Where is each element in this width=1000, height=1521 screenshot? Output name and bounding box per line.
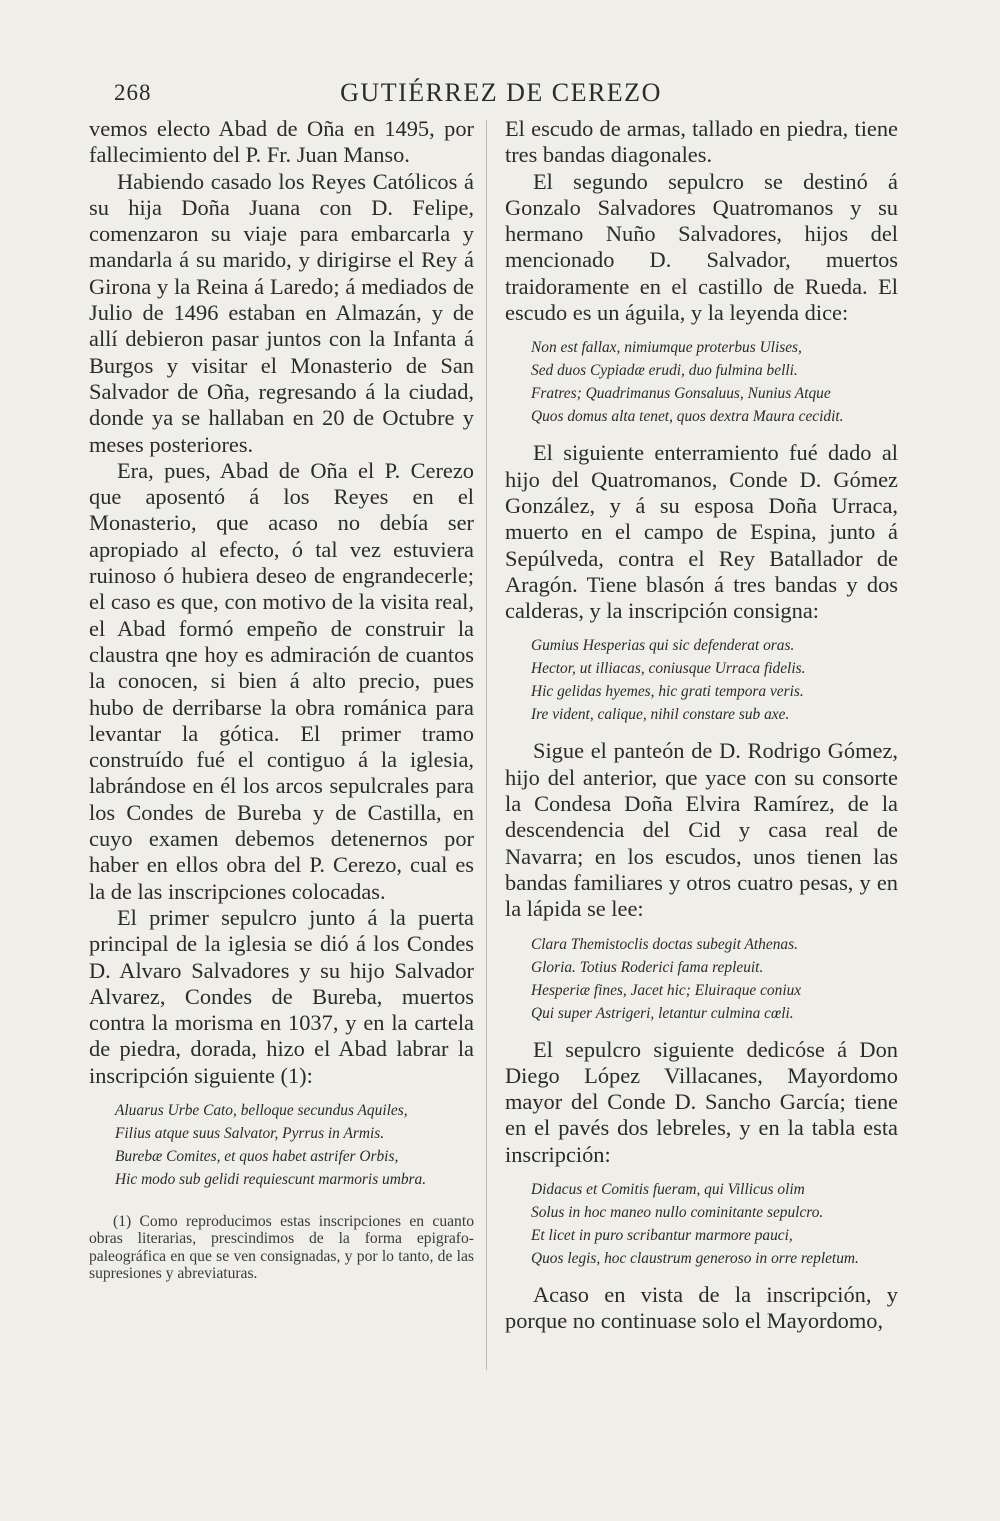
verse-line: Burebæ Comites, et quos habet astrifer Orbis, — [115, 1147, 399, 1165]
verse-line: Quos domus alta tenet, quos dextra Maura cecidit. — [531, 408, 844, 426]
verse-line: Hesperiæ fines, Jacet hic; Eluiraque coniux — [531, 981, 802, 999]
verse-line: Gloria. Totius Roderici fama repleuit. — [531, 958, 764, 976]
verse-line: Et licet in puro scribantur marmore pauci, — [531, 1227, 793, 1245]
latin-inscription — [505, 336, 898, 428]
latin-inscription — [505, 1178, 898, 1270]
verse-line: Non est fallax, nimiumque proterbus Ulises, — [531, 339, 802, 357]
paragraph: Sigue el panteón de D. Rodrigo Gómez, hijo del anterior, que yace con su consorte la Condesa Doña Elvira Ramírez, de la descendencia del Cid y casa real de Navarra; en los escudos, unos tienen las bandas familiares y otros cuatro pesas, y en la lápida se lee: — [505, 738, 898, 922]
verse-line: Hector, ut illiacas, coniusque Urraca fidelis. — [531, 660, 806, 678]
latin-inscription — [505, 634, 898, 726]
paragraph: El segundo sepulcro se destinó á Gonzalo Salvadores Quatromanos y su hermano Nuño Salvadores, hijos del mencionado D. Salvador, muertos traidoramente en el castillo de Rueda. El escudo es un águila, y la leyenda dice: — [505, 168, 898, 326]
paragraph: vemos electo Abad de Oña en 1495, por fallecimiento del P. Fr. Juan Manso. — [89, 116, 474, 168]
paragraph: El primer sepulcro junto á la puerta principal de la iglesia se dió á los Condes D. Alvaro Salvadores y su hijo Salvador Alvarez, Condes de Bureba, muertos contra la morisma en 1037, y en la cartela de piedra, dorada, hizo el Abad labrar la inscripción siguiente (1): — [89, 904, 474, 1088]
verse-line: Sed duos Cypiadæ erudi, duo fulmina belli. — [531, 362, 798, 380]
paragraph: Habiendo casado los Reyes Católicos á su hija Doña Juana con D. Felipe, comenzaron su viaje para embarcarla y mandarla á su marido, y dirigirse el Rey á Girona y la Reina á Laredo; á mediados de Julio de 1496 estaban en Almazán, y de allí debieron pasar juntos con la Infanta á Burgos y visitar el Monasterio de San Salvador de Oña, regresando á la ciudad, donde ya se hallaban en 20 de Octubre y meses posteriores. — [89, 168, 474, 457]
page-header — [112, 78, 890, 112]
verse-line: Filius atque suus Salvator, Pyrrus in Armis. — [115, 1124, 385, 1142]
running-title: GUTIÉRREZ DE CEREZO — [340, 78, 662, 107]
paragraph: El escudo de armas, tallado en piedra, tiene tres bandas diagonales. — [505, 116, 898, 168]
page-number: 268 — [114, 80, 152, 105]
paragraph: El siguiente enterramiento fué dado al hijo del Quatromanos, Conde D. Gómez González, y á su esposa Doña Urraca, muerto en el campo de Espina, junto á Sepúlveda, contra el Rey Batallador de Aragón. Tiene blasón á tres bandas y dos calderas, y la inscripción consigna: — [505, 440, 898, 624]
verse-line: Fratres; Quadrimanus Gonsaluus, Nunius Atque — [531, 385, 831, 403]
verse-line: Hic gelidas hyemes, hic grati tempora veris. — [531, 683, 804, 701]
latin-inscription — [89, 1099, 474, 1191]
verse-line: Aluarus Urbe Cato, belloque secundus Aquiles, — [115, 1101, 408, 1119]
verse-line: Quos legis, hoc claustrum generoso in orre repletum. — [531, 1250, 859, 1268]
left-column — [89, 116, 474, 1299]
footnote: (1) Como reproducimos estas inscripciones en cuanto obras literarias, prescindimos de la forma epigrafo-paleográfica en que se ven consignadas, y por lo tanto, de las supresiones y abreviaturas. — [89, 1212, 474, 1283]
right-column — [505, 116, 898, 1335]
paragraph: Acaso en vista de la inscripción, y porque no continuase solo el Mayordomo, — [505, 1282, 898, 1334]
verse-line: Qui super Astrigeri, letantur culmina cœli. — [531, 1004, 794, 1022]
verse-line: Hic modo sub gelidi requiescunt marmoris umbra. — [115, 1170, 427, 1188]
verse-line: Gumius Hesperias qui sic defenderat oras. — [531, 637, 795, 655]
latin-inscription — [505, 933, 898, 1025]
verse-line: Solus in hoc maneo nullo cominitante sepulcro. — [531, 1204, 824, 1222]
paragraph: El sepulcro siguiente dedicóse á Don Diego López Villacanes, Mayordomo mayor del Conde D. Sancho García; tiene en el pavés dos lebreles, y en la tabla esta inscripción: — [505, 1036, 898, 1167]
verse-line: Ire vident, calique, nihil constare sub axe. — [531, 706, 790, 724]
verse-line: Didacus et Comitis fueram, qui Villicus olim — [531, 1181, 805, 1199]
column-divider — [486, 120, 487, 1370]
verse-line: Clara Themistoclis doctas subegit Athenas. — [531, 935, 798, 953]
paragraph: Era, pues, Abad de Oña el P. Cerezo que aposentó á los Reyes en el Monasterio, que acaso no debía ser apropiado al efecto, ó tal vez estuviera ruinoso ó hubiera deseo de engrandecerle; el caso es que, con motivo de la visita real, el Abad formó empeño de construir la claustra qne hoy es admiración de cuantos la conocen, si bien á alto precio, pues hubo de derribarse la obra románica para levantar la gótica. El primer tramo construído fué el contiguo á la iglesia, labrándose en él los arcos sepulcrales para los Condes de Bureba y de Castilla, en cuyo examen debemos detenernos por haber en ellos obra del P. Cerezo, cual es la de las inscripciones colocadas. — [89, 457, 474, 904]
